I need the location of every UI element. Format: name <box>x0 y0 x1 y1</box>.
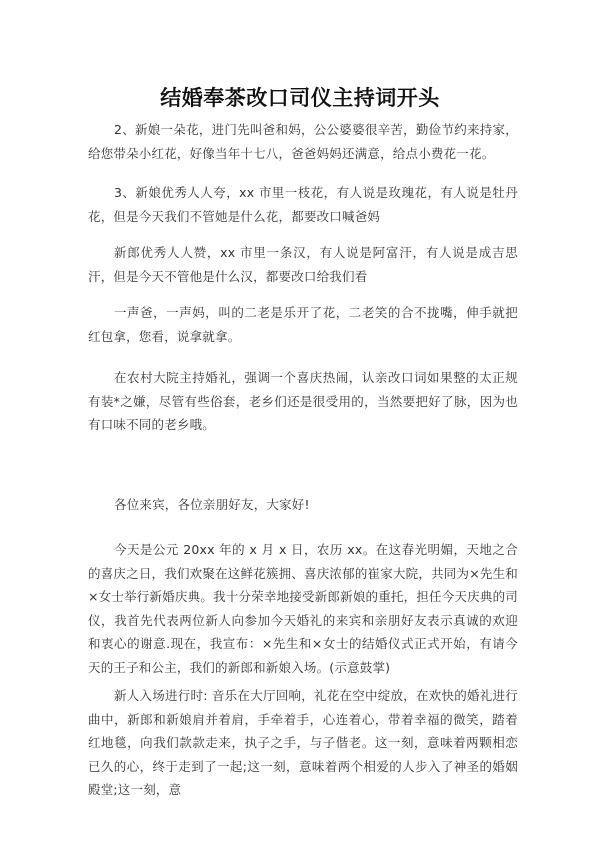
paragraph-1: 2、新娘一朵花，进门先叫爸和妈，公公婆婆很辛苦，勤俭节约来持家，给您带朵小红花，好像当年十七八，爸爸妈妈还满意，给点小费花一花。 <box>88 122 518 161</box>
paragraph-7: 今天是公元 20xx 年的 x 月 x 日，农历 xx。在这春光明媚，天地之合的喜庆之日，我们欢聚在这鲜花簇拥、喜庆浓郁的崔家大院，共同为×先生和×女士举行新婚庆典。我十分荣幸地接受新郎新娘的重托，担任今天庆典的司仪，我首先代表两位新人向参加今天婚礼的来宾和亲朋好友表示真诚的欢迎和衷心的谢意.现在，我宣布：×先生和×女士的结婚仪式正式开始，有请今天的王子和公主，我们的新郎和新娘入场。(示意鼓掌) <box>88 542 518 675</box>
paragraph-5: 在农村大院主持婚礼，强调一个喜庆热闹，认亲改口词如果整的太正规有装*之嫌，尽管有些俗套，老乡们还是很受用的，当然要把好了脉，因为也有口味不同的老乡哦。 <box>88 370 518 432</box>
document-title: 结婚奉茶改口司仪主持词开头 <box>160 86 440 110</box>
paragraph-4: 一声爸，一声妈，叫的二老是乐开了花，二老笑的合不拢嘴，伸手就把红包拿，您看，说拿就拿。 <box>88 305 518 344</box>
paragraph-6: 各位来宾，各位亲朋好友，大家好! <box>114 497 310 512</box>
paragraph-2: 3、新娘优秀人人夸，xx 市里一枝花，有人说是玫瑰花，有人说是牡丹花，但是今天我们不管她是什么花，都要改口喊爸妈 <box>88 185 518 224</box>
paragraph-3: 新郎优秀人人赞，xx 市里一条汉，有人说是阿富汗，有人说是成吉思汗，但是今天不管他是什么汉，都要改口给我们看 <box>88 245 518 284</box>
paragraph-8: 新人入场进行时: 音乐在大厅回响，礼花在空中绽放，在欢快的婚礼进行曲中，新郎和新娘肩并着肩，手牵着手，心连着心，带着幸福的微笑，踏着红地毯，向我们款款走来，执子之手，与子偕老。这一刻，意味着两颗相恋已久的心，终于走到了一起;这一刻，意味着两个相爱的人步入了神圣的婚姻殿堂;这一刻，意 <box>88 688 518 797</box>
